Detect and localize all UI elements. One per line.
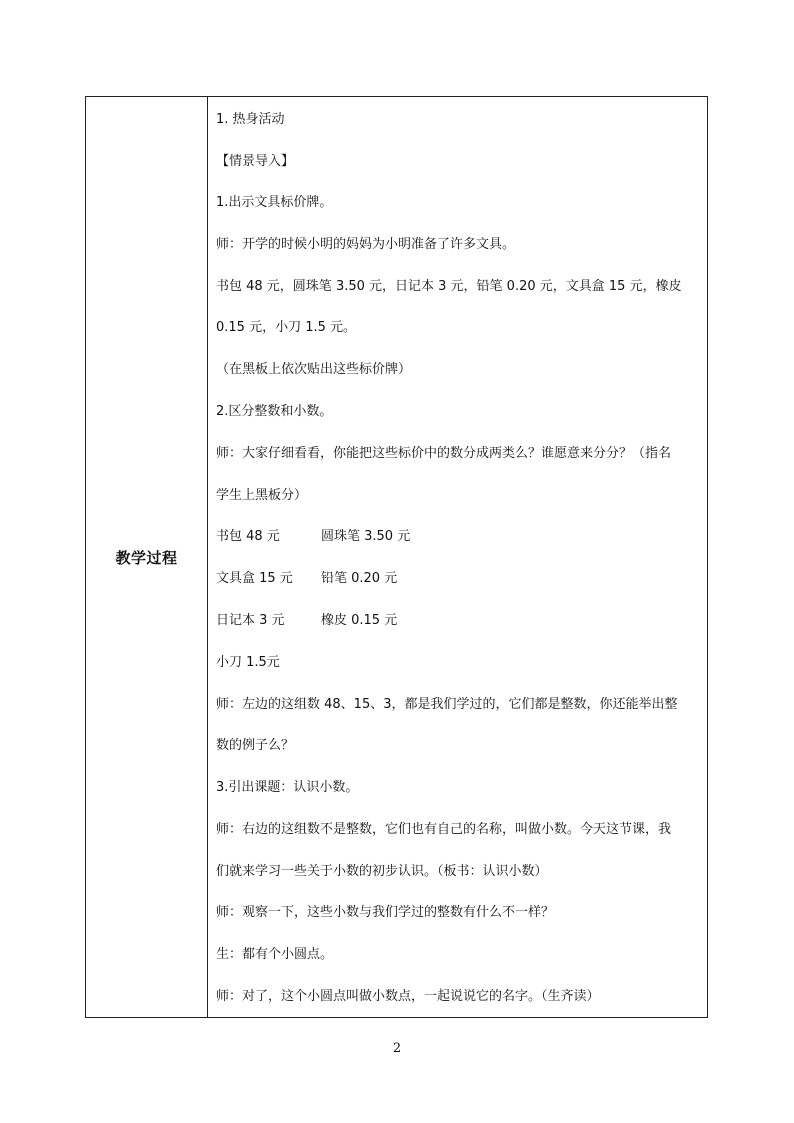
content-line: 【情景导入】 — [216, 154, 295, 169]
price-pair-row — [216, 528, 411, 546]
decimal-price: 圆珠笔 3.50 元 — [321, 529, 411, 544]
column-divider — [207, 97, 208, 1017]
content-line: 们就来学习一些关于小数的初步认识。（板书：认识小数） — [216, 864, 548, 879]
section-label-cell — [86, 97, 207, 1017]
content-line: 2.区分整数和小数。 — [216, 404, 333, 419]
content-line: 数的例子么？ — [216, 738, 295, 753]
content-line: 生：都有个小圆点。 — [216, 947, 334, 962]
content-line: 师：观察一下，这些小数与我们学过的整数有什么不一样？ — [216, 905, 555, 920]
price-pair-row — [216, 570, 398, 588]
decimal-price: 铅笔 0.20 元 — [321, 571, 398, 586]
page-number: 2 — [392, 1041, 402, 1056]
content-line: 师：左边的这组数 48、15、3，都是我们学过的，它们都是整数，你还能举出整 — [216, 697, 678, 712]
price-pair-row — [216, 612, 398, 630]
content-line: 小刀 1.5元 — [216, 655, 280, 670]
integer-price: 文具盒 15 元 — [216, 571, 293, 586]
content-cell — [216, 97, 702, 1017]
content-line: 师：右边的这组数不是整数，它们也有自己的名称，叫做小数。今天这节课，我 — [216, 822, 672, 837]
content-line: 师：大家仔细看看，你能把这些标价中的数分成两类么？谁愿意来分分？（指名 — [216, 446, 672, 461]
content-line: 1. 热身活动 — [216, 112, 285, 127]
lesson-table — [85, 96, 708, 1018]
content-line: 师：开学的时候小明的妈妈为小明准备了许多文具。 — [216, 237, 516, 252]
content-line: 书包 48 元，圆珠笔 3.50 元，日记本 3 元，铅笔 0.20 元，文具盒 15 元，橡皮 — [216, 279, 682, 294]
decimal-price: 橡皮 0.15 元 — [321, 613, 398, 628]
section-label: 教学过程 — [115, 548, 178, 567]
integer-price: 书包 48 元 — [216, 529, 280, 544]
content-line: 学生上黑板分） — [216, 488, 308, 503]
content-line: 0.15 元，小刀 1.5 元。 — [216, 320, 357, 335]
integer-price: 日记本 3 元 — [216, 613, 285, 628]
content-line: 3.引出课题：认识小数。 — [216, 780, 359, 795]
content-line: （在黑板上依次贴出这些标价牌） — [216, 362, 412, 377]
content-line: 师：对了，这个小圆点叫做小数点，一起说说它的名字。（生齐读） — [216, 989, 600, 1004]
content-line: 1.出示文具标价牌。 — [216, 195, 333, 210]
